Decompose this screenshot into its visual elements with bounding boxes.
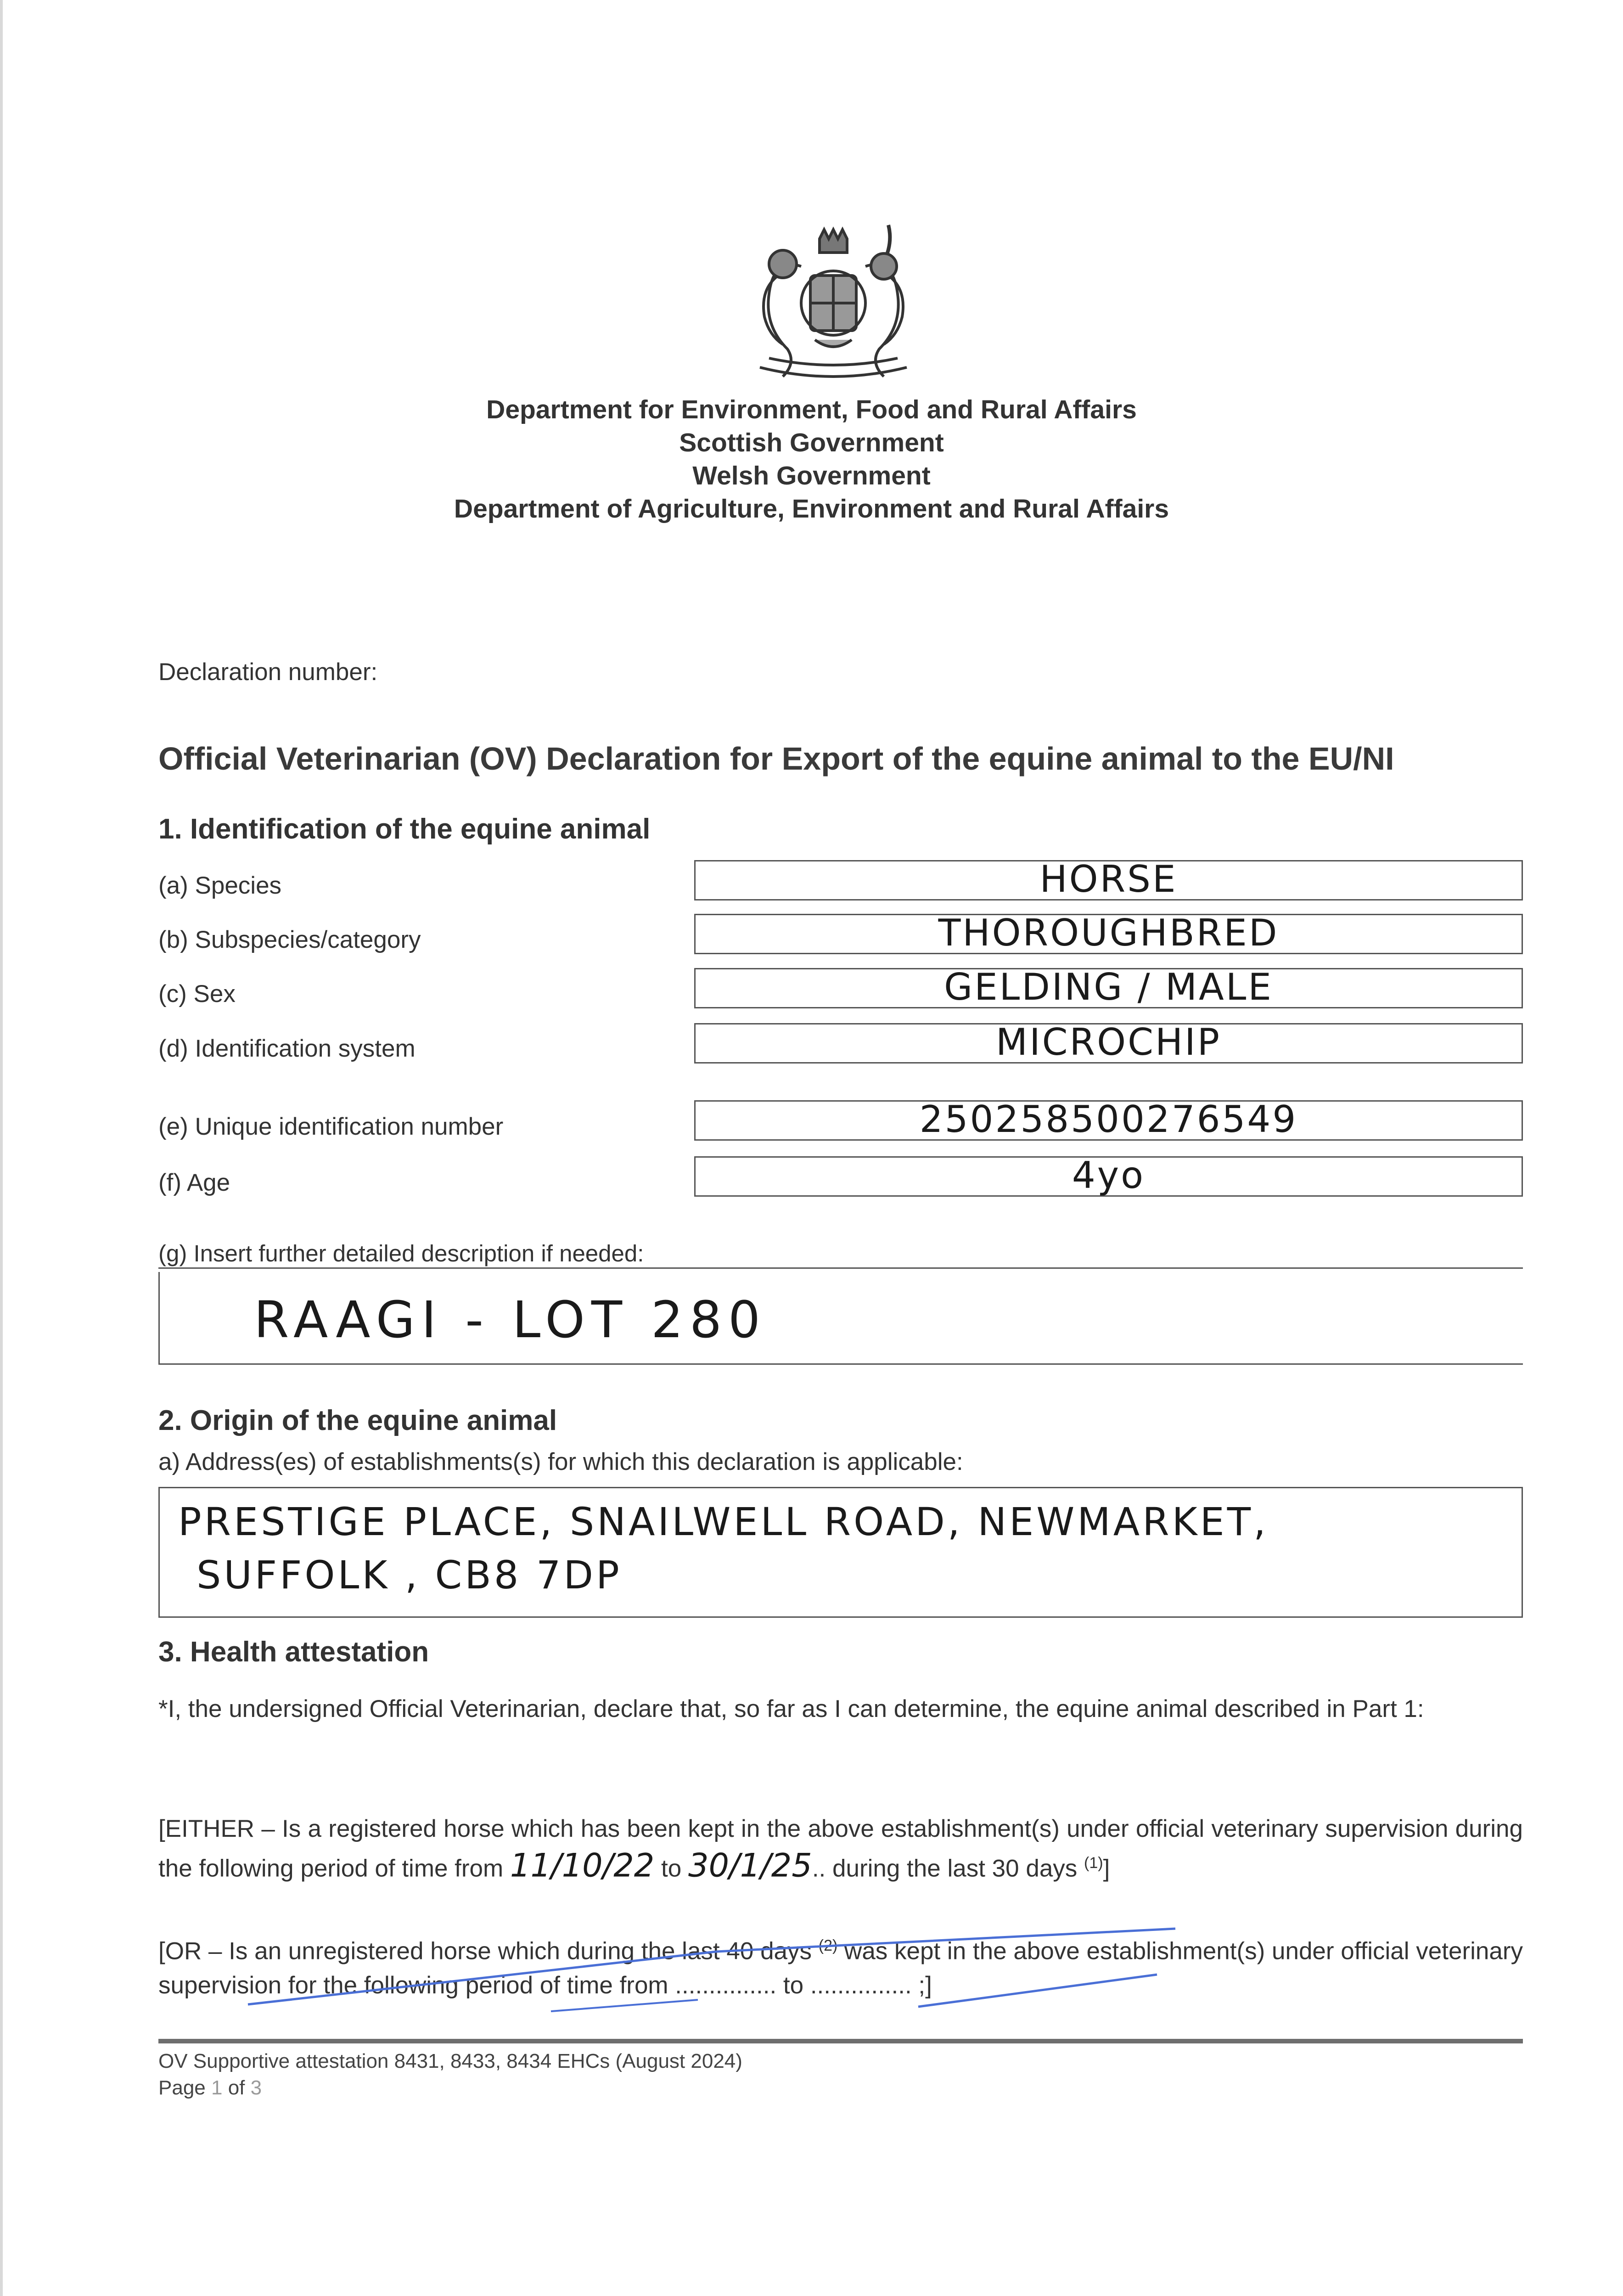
page-indicator [158, 2075, 742, 2101]
subspecies-label: (b) Subspecies/category [158, 926, 421, 953]
subspecies-value: THOROUGHBRED [938, 912, 1279, 954]
declaration-number-label: Declaration number: [158, 658, 378, 686]
section-1-heading: 1. Identification of the equine animal [158, 813, 651, 845]
health-intro: *I, the undersigned Official Veterinarian, declare that, so far as I can determine, the equine animal described in Part 1: [158, 1695, 1424, 1722]
sex-field[interactable] [694, 968, 1523, 1008]
either-to-date: 30/1/25 [688, 1846, 812, 1885]
sex-value: GELDING / MALE [944, 966, 1273, 1008]
identification-system-value: MICROCHIP [996, 1021, 1221, 1064]
identification-system-field[interactable] [694, 1023, 1523, 1064]
sex-label: (c) Sex [158, 980, 236, 1007]
unique-id-label: (e) Unique identification number [158, 1113, 504, 1140]
pen-strike-mark [220, 1919, 1230, 2025]
footer-rule [158, 2039, 1523, 2043]
footnote-ref-2: (2) [818, 1937, 838, 1954]
either-from-date: 11/10/22 [510, 1846, 655, 1885]
species-field[interactable] [694, 860, 1523, 900]
subspecies-field[interactable] [694, 914, 1523, 954]
either-text: [EITHER – Is a registered horse which has been kept in the above establishment(s) under official veterinary supervision during the following period of time from [158, 1815, 1523, 1882]
scan-edge [0, 0, 3, 2296]
species-value: HORSE [1039, 858, 1178, 900]
organisation-block [0, 393, 1623, 525]
org-welsh-government: Welsh Government [692, 461, 931, 490]
address-field[interactable] [158, 1487, 1523, 1618]
age-value: 4yo [1072, 1154, 1146, 1197]
page-of: of [222, 2077, 251, 2099]
either-text-end: .. during the last 30 days [812, 1855, 1084, 1882]
or-text-end: was kept in the above establishment(s) under official veterinary supervision for the following period of time from ............... to ............... ;] [158, 1937, 1523, 1999]
age-label: (f) Age [158, 1169, 230, 1196]
description-field[interactable] [158, 1272, 1523, 1365]
address-label: a) Address(es) of establishments(s) for which this declaration is applicable: [158, 1448, 963, 1475]
address-line-2: SUFFOLK , CB8 7DP [197, 1553, 622, 1598]
org-daera: Department of Agriculture, Environment and Rural Affairs [454, 494, 1169, 523]
unique-id-field[interactable] [694, 1100, 1523, 1141]
section-2-heading: 2. Origin of the equine animal [158, 1405, 557, 1436]
identification-system-label: (d) Identification system [158, 1035, 416, 1062]
description-label: (g) Insert further detailed description if needed: [158, 1240, 644, 1266]
species-label: (a) Species [158, 872, 282, 899]
either-to-word: to [654, 1855, 688, 1882]
page-prefix: Page [158, 2077, 211, 2099]
footnote-ref-1: (1) [1084, 1854, 1103, 1872]
or-text: [OR – Is an unregistered horse which during the last 40 days [158, 1937, 819, 1965]
description-value: RAAGI - LOT 280 [254, 1290, 767, 1349]
footer-reference: OV Supportive attestation 8431, 8433, 8434 EHCs (August 2024) [158, 2050, 742, 2072]
org-defra: Department for Environment, Food and Rural Affairs [486, 395, 1137, 424]
description-divider [158, 1267, 1523, 1269]
page-title: Official Veterinarian (OV) Declaration for Export of the equine animal to the EU/NI [158, 741, 1394, 777]
age-field[interactable] [694, 1156, 1523, 1197]
royal-coat-of-arms [732, 220, 934, 386]
address-line-1: PRESTIGE PLACE, SNAILWELL ROAD, NEWMARKET, [178, 1499, 1269, 1544]
org-scottish-government: Scottish Government [679, 428, 944, 457]
unique-id-value: 250258500276549 [919, 1098, 1298, 1141]
section-3-heading: 3. Health attestation [158, 1636, 429, 1668]
page-total: 3 [250, 2077, 262, 2099]
either-clause [158, 1812, 1523, 1886]
page-number: 1 [211, 2077, 223, 2099]
either-close: ] [1103, 1855, 1110, 1882]
footer [158, 2048, 742, 2101]
